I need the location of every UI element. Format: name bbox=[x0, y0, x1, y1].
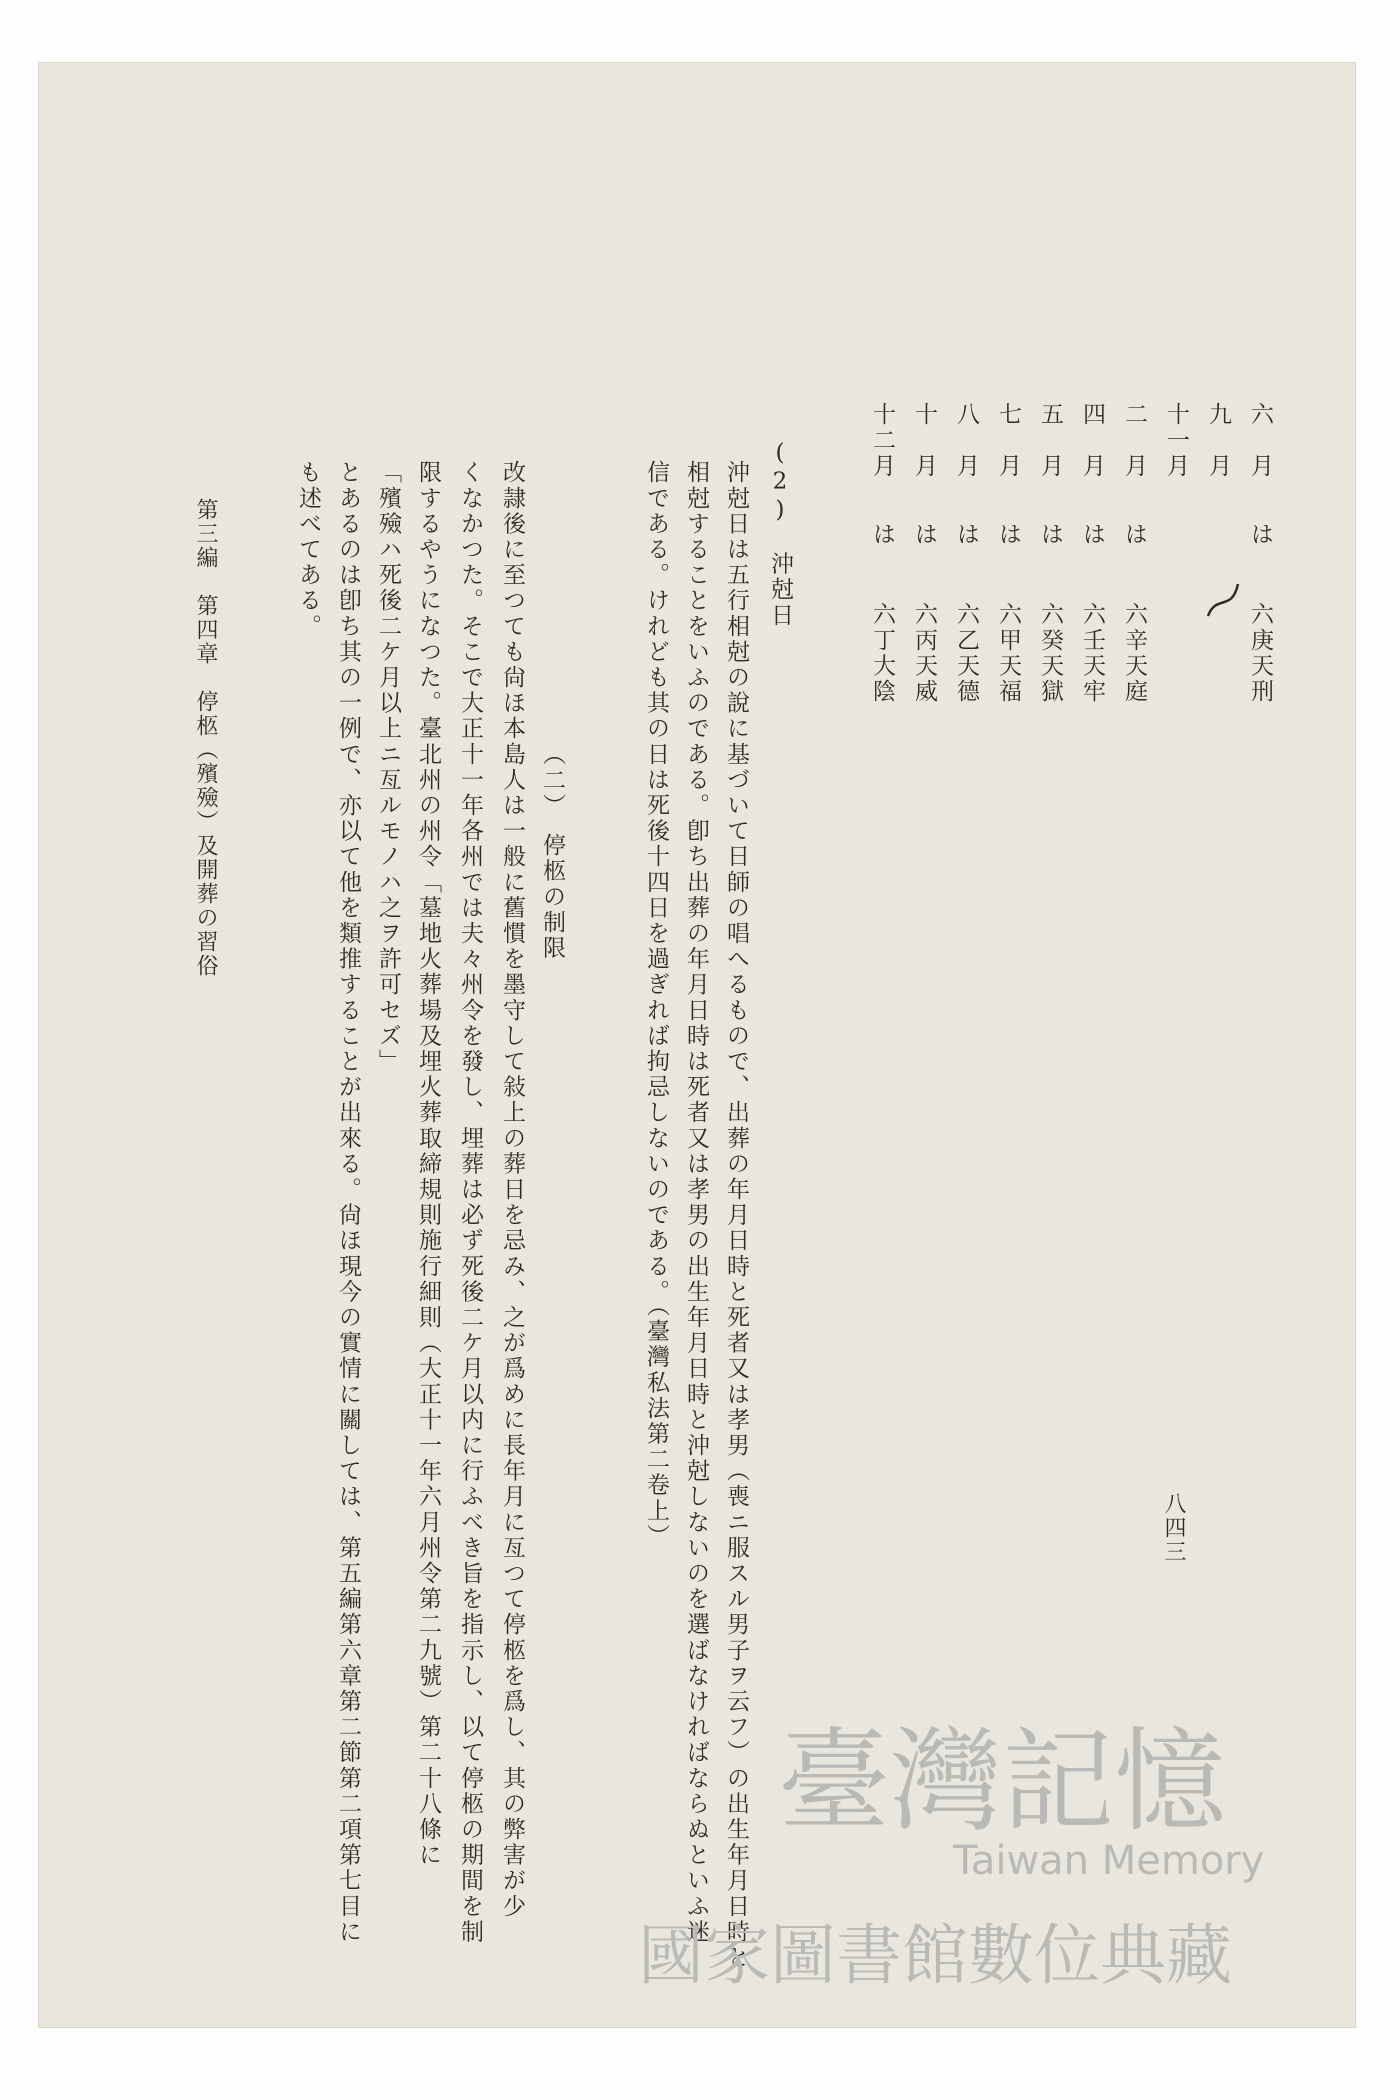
god-name-label: 六丁大陰 bbox=[869, 602, 895, 705]
book-page bbox=[38, 62, 1356, 2028]
month-label: 五 月 bbox=[1037, 402, 1063, 479]
running-chapter-title: 第三編 第四章 停柩（殯殮）及開葬の習俗 bbox=[193, 498, 218, 978]
god-name-label: 六癸天獄 bbox=[1037, 602, 1063, 705]
watermark-english: Taiwan Memory bbox=[953, 1838, 1265, 1884]
particle-label: は bbox=[995, 522, 1021, 548]
month-label: 八 月 bbox=[953, 402, 979, 479]
table-row bbox=[954, 402, 988, 882]
table-row bbox=[996, 402, 1030, 882]
god-name-label: 六辛天庭 bbox=[1121, 602, 1147, 705]
section-2-heading: (2) 沖尅日 bbox=[767, 440, 793, 629]
god-name-label: 六庚天刑 bbox=[1247, 602, 1273, 705]
god-name-label: 六甲天福 bbox=[995, 602, 1021, 705]
table-row bbox=[1038, 402, 1072, 882]
text-line: 沖尅日は五行相尅の說に基づいて日師の唱へるもので、出葬の年月日時と死者又は孝男（喪ニ服スル男子ヲ云フ）の出生年月日時と bbox=[723, 460, 749, 1971]
god-name-label: 六乙天德 bbox=[953, 602, 979, 705]
month-label: 七 月 bbox=[995, 402, 1021, 479]
watermark-chinese: 臺灣記憶 bbox=[778, 1717, 1226, 1847]
month-label: 九 月 bbox=[1205, 402, 1231, 479]
month-label: 十 月 bbox=[911, 402, 937, 479]
god-name-label: 六丙天威 bbox=[911, 602, 937, 705]
watermark-library: 國家圖書館數位典藏 bbox=[638, 1917, 1232, 1994]
text-line: 相尅することをいふのである。卽ち出葬の年月日時は死者又は孝男の出生年月日時と沖尅しないのを選ばなければならぬといふ迷 bbox=[683, 460, 709, 1945]
particle-label: は bbox=[869, 522, 895, 548]
text-line: 改隷後に至つても尙ほ本島人は一般に舊慣を墨守して敍上の葬日を忌み、之が爲めに長年月に亙つて停柩を爲し、其の弊害が少 bbox=[499, 460, 525, 1920]
month-label: 十二月 bbox=[869, 402, 895, 479]
text-line: も述べてある。 bbox=[295, 460, 321, 640]
particle-label: は bbox=[1037, 522, 1063, 548]
bracket-mark bbox=[1206, 582, 1240, 618]
particle-label: は bbox=[911, 522, 937, 548]
table-row bbox=[1080, 402, 1114, 882]
particle-label: は bbox=[1121, 522, 1147, 548]
table-row bbox=[912, 402, 946, 882]
text-line: 信である。けれども其の日は死後十四日を過ぎれば拘忌しないのである。（臺灣私法第二卷上） bbox=[643, 460, 669, 1550]
text-line: 「殯殮ハ死後二ケ月以上ニ亙ルモノハ之ヲ許可セズ」 bbox=[375, 460, 401, 1075]
month-label: 六 月 bbox=[1247, 402, 1273, 479]
particle-label: は bbox=[1079, 522, 1105, 548]
table-row bbox=[1206, 402, 1240, 882]
text-line: くなかつた。そこで大正十一年各州では夫々州令を發し、埋葬は必ず死後二ケ月以内に行ふべき旨を指示し、以て停柩の期間を制 bbox=[457, 460, 483, 1945]
table-row bbox=[870, 402, 904, 882]
table-row bbox=[1164, 402, 1198, 882]
section-3-heading: （二） 停柩の制限 bbox=[539, 742, 565, 961]
page-number: 八四三 bbox=[1161, 1492, 1186, 1564]
month-label: 十一月 bbox=[1163, 402, 1189, 479]
particle-label: は bbox=[953, 522, 979, 548]
month-label: 二 月 bbox=[1121, 402, 1147, 479]
particle-label: は bbox=[1247, 522, 1273, 548]
month-label: 四 月 bbox=[1079, 402, 1105, 479]
text-line: とあるのは卽ち其の一例で、亦以て他を類推することが出來る。尙ほ現今の實情に關しては、第五編第六章第二節第二項第七目に bbox=[335, 460, 361, 1945]
table-row bbox=[1122, 402, 1156, 882]
text-line: 限するやうになつた。臺北州の州令「墓地火葬場及埋火葬取締規則施行細則（大正十一年六月州令第二九號）第二十八條に bbox=[415, 460, 441, 1868]
table-row bbox=[1248, 402, 1282, 882]
god-name-label: 六壬天牢 bbox=[1079, 602, 1105, 705]
